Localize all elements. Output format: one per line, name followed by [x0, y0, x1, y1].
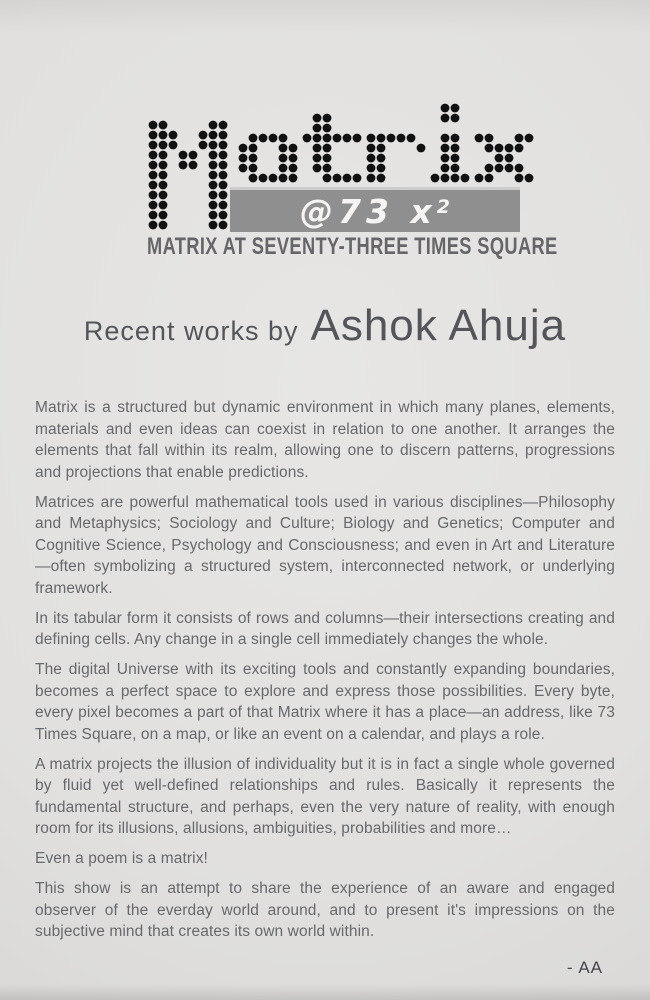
body-paragraph: Even a poem is a matrix! [35, 850, 208, 867]
body-paragraph: The digital Universe with its exciting tools and constantly expanding boundaries, becomes a perfect space to explore and express those possibilities. Every byte, every pixel becomes a part of that Matrix where it has a place—an address, like 73 Times Square, on a map, or like an event on a calendar, and plays a role. [35, 661, 615, 743]
artist-signature: - AA [566, 957, 603, 977]
body-paragraph: A matrix projects the illusion of individuality but it is in fact a single whole governed by fluid yet well-defined relationships and rules. Basically it represents the fundamental structure, and perhaps, even the very nature of reality, with enough room for its illusions, allusions, ambiguities, probabilities and more… [35, 755, 615, 837]
artist-name: Ashok Ahuja [310, 301, 567, 350]
logo-banner [230, 187, 520, 232]
banner-exponent: 2 [436, 195, 450, 218]
logo-tagline-text: MATRIX AT SEVENTY-THREE TIMES SQUARE [147, 233, 558, 260]
headline [0, 301, 650, 351]
banner-text: @73 x [300, 191, 437, 231]
body-paragraph: Matrix is a structured but dynamic environment in which many planes, elements, materials and even ideas can coexist in relation to one another. It arranges the elements that fall within its realm, allowing one to discern patterns, progressions and projections that enable predictions. [35, 399, 615, 481]
logo-tagline [147, 233, 558, 261]
headline-prefix: Recent works by [83, 316, 299, 346]
body-paragraph: In its tabular form it consists of rows and columns—their intersections creating and defining cells. Any change in a single cell immediately changes the whole. [35, 609, 615, 648]
body-paragraph: Matrices are powerful mathematical tools used in various disciplines—Philosophy and Metaphysics; Sociology and Culture; Biology and Genetics; Computer and Cognitive Science, Psychology and Consciousness; and even in Art and Literature—often symbolizing a structured system, interconnected network, or underlying framework. [35, 493, 615, 597]
statement-text [35, 397, 615, 978]
body-paragraph: This show is an attempt to share the experience of an aware and engaged observer of the everday world around, and to present it's impressions on the subjective mind that creates its own world within. [35, 880, 615, 940]
